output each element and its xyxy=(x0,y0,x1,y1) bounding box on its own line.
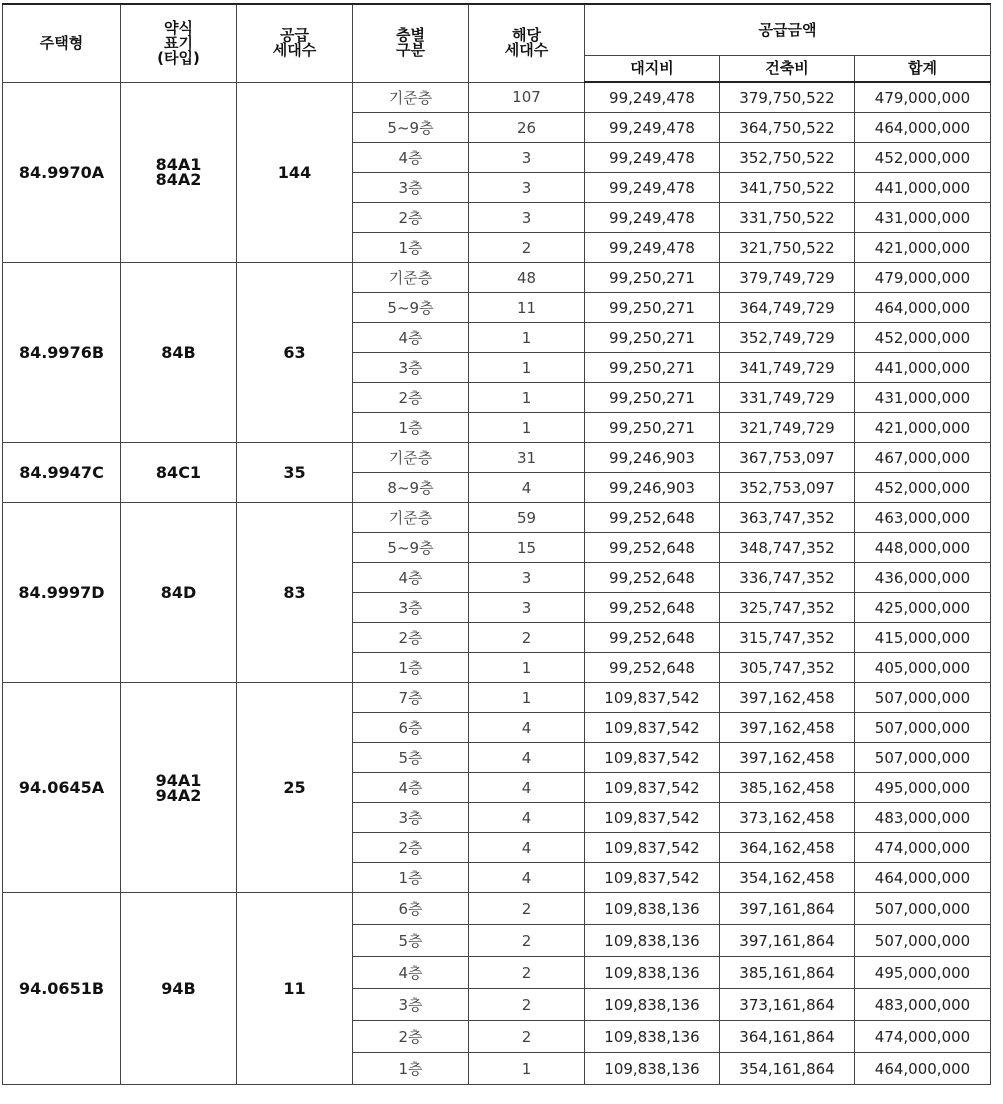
land-cost-cell: 109,837,542 xyxy=(585,803,720,833)
building-cost-cell: 331,750,522 xyxy=(720,203,855,233)
table-header xyxy=(3,4,991,82)
units-cell: 1 xyxy=(469,653,585,683)
floor-cell: 2층 xyxy=(353,623,469,653)
land-cost-cell: 99,249,478 xyxy=(585,113,720,143)
building-cost-cell: 331,749,729 xyxy=(720,383,855,413)
units-cell: 2 xyxy=(469,233,585,263)
abbr-type-line1: 94B xyxy=(161,979,196,998)
total-price-cell: 495,000,000 xyxy=(855,773,991,803)
land-cost-cell: 99,252,648 xyxy=(585,503,720,533)
building-cost-cell: 341,749,729 xyxy=(720,353,855,383)
units-cell: 4 xyxy=(469,743,585,773)
total-price-cell: 507,000,000 xyxy=(855,893,991,925)
units-cell: 2 xyxy=(469,623,585,653)
total-price-cell: 474,000,000 xyxy=(855,833,991,863)
floor-cell: 4층 xyxy=(353,323,469,353)
land-cost-cell: 99,252,648 xyxy=(585,593,720,623)
abbr-type-line1: 84C1 xyxy=(155,463,202,482)
total-price-cell: 495,000,000 xyxy=(855,957,991,989)
units-cell: 26 xyxy=(469,113,585,143)
floor-cell: 2층 xyxy=(353,833,469,863)
building-cost-cell: 367,753,097 xyxy=(720,443,855,473)
total-price-cell: 507,000,000 xyxy=(855,683,991,713)
abbr-type-line1: 84D xyxy=(160,583,197,602)
units-cell: 1 xyxy=(469,1053,585,1085)
abbr-type-line2: 94A2 xyxy=(155,785,202,805)
total-price-cell: 483,000,000 xyxy=(855,989,991,1021)
table-row xyxy=(3,893,991,925)
land-cost-cell: 99,250,271 xyxy=(585,413,720,443)
land-cost-cell: 109,837,542 xyxy=(585,833,720,863)
total-price-cell: 463,000,000 xyxy=(855,503,991,533)
land-cost-cell: 109,838,136 xyxy=(585,925,720,957)
total-price-cell: 464,000,000 xyxy=(855,1053,991,1085)
land-cost-cell: 109,838,136 xyxy=(585,1021,720,1053)
table-row xyxy=(3,503,991,533)
building-cost-cell: 352,750,522 xyxy=(720,143,855,173)
units-cell: 48 xyxy=(469,263,585,293)
total-price-cell: 452,000,000 xyxy=(855,143,991,173)
floor-cell: 4층 xyxy=(353,143,469,173)
floor-cell: 6층 xyxy=(353,893,469,925)
total-price-cell: 464,000,000 xyxy=(855,113,991,143)
floor-cell: 6층 xyxy=(353,713,469,743)
floor-cell: 5~9층 xyxy=(353,533,469,563)
header-abbr-type xyxy=(121,4,237,82)
units-cell: 4 xyxy=(469,713,585,743)
floor-cell: 5~9층 xyxy=(353,113,469,143)
header-units-line2: 세대수 xyxy=(504,41,549,60)
floor-cell: 3층 xyxy=(353,173,469,203)
header-floor xyxy=(353,4,469,82)
floor-cell: 1층 xyxy=(353,653,469,683)
floor-cell: 5~9층 xyxy=(353,293,469,323)
building-cost-cell: 325,747,352 xyxy=(720,593,855,623)
table-row xyxy=(3,683,991,713)
housing-type-cell: 94.0645A xyxy=(3,683,121,893)
total-price-cell: 483,000,000 xyxy=(855,803,991,833)
building-cost-cell: 315,747,352 xyxy=(720,623,855,653)
total-price-cell: 452,000,000 xyxy=(855,473,991,503)
units-cell: 2 xyxy=(469,957,585,989)
table-row xyxy=(3,82,991,113)
floor-cell: 8~9층 xyxy=(353,473,469,503)
floor-cell: 기준층 xyxy=(353,443,469,473)
building-cost-cell: 364,749,729 xyxy=(720,293,855,323)
land-cost-cell: 99,249,478 xyxy=(585,173,720,203)
building-cost-cell: 336,747,352 xyxy=(720,563,855,593)
table-row xyxy=(3,263,991,293)
building-cost-cell: 397,162,458 xyxy=(720,713,855,743)
land-cost-cell: 99,250,271 xyxy=(585,323,720,353)
header-land-cost: 대지비 xyxy=(585,56,720,83)
units-cell: 2 xyxy=(469,893,585,925)
units-cell: 4 xyxy=(469,803,585,833)
total-price-cell: 441,000,000 xyxy=(855,173,991,203)
land-cost-cell: 99,252,648 xyxy=(585,533,720,563)
building-cost-cell: 364,162,458 xyxy=(720,833,855,863)
units-cell: 4 xyxy=(469,473,585,503)
header-units-line1: 해당 xyxy=(512,26,541,45)
building-cost-cell: 354,161,864 xyxy=(720,1053,855,1085)
floor-cell: 1층 xyxy=(353,1053,469,1085)
floor-cell: 4층 xyxy=(353,563,469,593)
floor-cell: 2층 xyxy=(353,383,469,413)
building-cost-cell: 363,747,352 xyxy=(720,503,855,533)
land-cost-cell: 109,837,542 xyxy=(585,683,720,713)
units-cell: 107 xyxy=(469,82,585,113)
land-cost-cell: 99,250,271 xyxy=(585,353,720,383)
housing-type-cell: 84.9970A xyxy=(3,82,121,263)
land-cost-cell: 109,838,136 xyxy=(585,989,720,1021)
total-price-cell: 452,000,000 xyxy=(855,323,991,353)
floor-cell: 1층 xyxy=(353,233,469,263)
building-cost-cell: 305,747,352 xyxy=(720,653,855,683)
header-supply-units-line1: 공급 xyxy=(280,26,309,45)
total-price-cell: 467,000,000 xyxy=(855,443,991,473)
total-price-cell: 431,000,000 xyxy=(855,383,991,413)
floor-cell: 3층 xyxy=(353,803,469,833)
land-cost-cell: 109,837,542 xyxy=(585,863,720,893)
units-cell: 2 xyxy=(469,989,585,1021)
units-cell: 11 xyxy=(469,293,585,323)
building-cost-cell: 373,162,458 xyxy=(720,803,855,833)
header-floor-line2: 구분 xyxy=(396,41,425,60)
building-cost-cell: 397,162,458 xyxy=(720,683,855,713)
units-cell: 3 xyxy=(469,173,585,203)
units-cell: 2 xyxy=(469,925,585,957)
header-floor-line1: 층별 xyxy=(396,26,425,45)
units-cell: 1 xyxy=(469,413,585,443)
building-cost-cell: 364,161,864 xyxy=(720,1021,855,1053)
supply-units-cell: 83 xyxy=(237,503,353,683)
total-price-cell: 507,000,000 xyxy=(855,925,991,957)
total-price-cell: 474,000,000 xyxy=(855,1021,991,1053)
units-cell: 4 xyxy=(469,833,585,863)
supply-units-cell: 63 xyxy=(237,263,353,443)
total-price-cell: 479,000,000 xyxy=(855,263,991,293)
header-housing-type: 주택형 xyxy=(3,4,121,82)
land-cost-cell: 99,250,271 xyxy=(585,263,720,293)
building-cost-cell: 321,749,729 xyxy=(720,413,855,443)
units-cell: 3 xyxy=(469,563,585,593)
units-cell: 31 xyxy=(469,443,585,473)
land-cost-cell: 109,838,136 xyxy=(585,1053,720,1085)
land-cost-cell: 99,252,648 xyxy=(585,653,720,683)
units-cell: 59 xyxy=(469,503,585,533)
table-row xyxy=(3,443,991,473)
total-price-cell: 421,000,000 xyxy=(855,233,991,263)
floor-cell: 2층 xyxy=(353,1021,469,1053)
units-cell: 1 xyxy=(469,353,585,383)
total-price-cell: 464,000,000 xyxy=(855,863,991,893)
supply-units-cell: 25 xyxy=(237,683,353,893)
floor-cell: 5층 xyxy=(353,743,469,773)
total-price-cell: 431,000,000 xyxy=(855,203,991,233)
supply-units-cell: 11 xyxy=(237,893,353,1085)
total-price-cell: 405,000,000 xyxy=(855,653,991,683)
land-cost-cell: 99,252,648 xyxy=(585,623,720,653)
header-units xyxy=(469,4,585,82)
land-cost-cell: 109,838,136 xyxy=(585,957,720,989)
building-cost-cell: 397,161,864 xyxy=(720,925,855,957)
table-body xyxy=(3,82,991,1085)
floor-cell: 5층 xyxy=(353,925,469,957)
abbr-type-cell xyxy=(121,893,237,1085)
supply-units-cell: 35 xyxy=(237,443,353,503)
land-cost-cell: 109,837,542 xyxy=(585,773,720,803)
building-cost-cell: 379,749,729 xyxy=(720,263,855,293)
total-price-cell: 441,000,000 xyxy=(855,353,991,383)
land-cost-cell: 109,837,542 xyxy=(585,713,720,743)
total-price-cell: 415,000,000 xyxy=(855,623,991,653)
units-cell: 2 xyxy=(469,1021,585,1053)
abbr-type-cell xyxy=(121,82,237,263)
land-cost-cell: 99,250,271 xyxy=(585,383,720,413)
floor-cell: 기준층 xyxy=(353,82,469,113)
total-price-cell: 464,000,000 xyxy=(855,293,991,323)
total-price-cell: 507,000,000 xyxy=(855,713,991,743)
total-price-cell: 448,000,000 xyxy=(855,533,991,563)
floor-cell: 1층 xyxy=(353,863,469,893)
abbr-type-cell xyxy=(121,683,237,893)
header-total: 합계 xyxy=(855,56,991,83)
building-cost-cell: 341,750,522 xyxy=(720,173,855,203)
land-cost-cell: 99,249,478 xyxy=(585,82,720,113)
land-cost-cell: 109,837,542 xyxy=(585,743,720,773)
housing-type-cell: 84.9947C xyxy=(3,443,121,503)
land-cost-cell: 99,252,648 xyxy=(585,563,720,593)
total-price-cell: 436,000,000 xyxy=(855,563,991,593)
units-cell: 1 xyxy=(469,683,585,713)
housing-type-cell: 84.9997D xyxy=(3,503,121,683)
building-cost-cell: 397,161,864 xyxy=(720,893,855,925)
floor-cell: 4층 xyxy=(353,773,469,803)
building-cost-cell: 385,162,458 xyxy=(720,773,855,803)
building-cost-cell: 373,161,864 xyxy=(720,989,855,1021)
total-price-cell: 421,000,000 xyxy=(855,413,991,443)
units-cell: 4 xyxy=(469,863,585,893)
land-cost-cell: 109,838,136 xyxy=(585,893,720,925)
floor-cell: 기준층 xyxy=(353,503,469,533)
units-cell: 3 xyxy=(469,593,585,623)
abbr-type-line2: 84A2 xyxy=(155,170,202,190)
land-cost-cell: 99,246,903 xyxy=(585,443,720,473)
building-cost-cell: 354,162,458 xyxy=(720,863,855,893)
header-supply-price: 공급금액 xyxy=(585,4,991,56)
land-cost-cell: 99,249,478 xyxy=(585,203,720,233)
supply-units-cell: 144 xyxy=(237,82,353,263)
land-cost-cell: 99,249,478 xyxy=(585,233,720,263)
header-abbr-line1: 약식 xyxy=(164,18,193,37)
floor-cell: 4층 xyxy=(353,957,469,989)
abbr-type-cell xyxy=(121,443,237,503)
housing-type-cell: 84.9976B xyxy=(3,263,121,443)
housing-type-cell: 94.0651B xyxy=(3,893,121,1085)
header-abbr-line2: 표기 xyxy=(164,33,193,52)
building-cost-cell: 321,750,522 xyxy=(720,233,855,263)
land-cost-cell: 99,250,271 xyxy=(585,293,720,323)
header-building-cost: 건축비 xyxy=(720,56,855,83)
building-cost-cell: 379,750,522 xyxy=(720,82,855,113)
abbr-type-cell xyxy=(121,263,237,443)
abbr-type-line1: 94A1 xyxy=(155,770,202,790)
floor-cell: 3층 xyxy=(353,989,469,1021)
units-cell: 1 xyxy=(469,323,585,353)
land-cost-cell: 99,246,903 xyxy=(585,473,720,503)
land-cost-cell: 99,249,478 xyxy=(585,143,720,173)
building-cost-cell: 364,750,522 xyxy=(720,113,855,143)
units-cell: 3 xyxy=(469,143,585,173)
header-supply-units-line2: 세대수 xyxy=(272,41,317,60)
abbr-type-line1: 84A1 xyxy=(155,155,202,175)
floor-cell: 기준층 xyxy=(353,263,469,293)
floor-cell: 7층 xyxy=(353,683,469,713)
building-cost-cell: 352,749,729 xyxy=(720,323,855,353)
abbr-type-line1: 84B xyxy=(161,343,196,362)
header-supply-units xyxy=(237,4,353,82)
supply-price-table xyxy=(2,3,991,1085)
total-price-cell: 507,000,000 xyxy=(855,743,991,773)
floor-cell: 1층 xyxy=(353,413,469,443)
building-cost-cell: 385,161,864 xyxy=(720,957,855,989)
total-price-cell: 425,000,000 xyxy=(855,593,991,623)
header-abbr-line3: (타입) xyxy=(157,48,200,67)
floor-cell: 3층 xyxy=(353,593,469,623)
abbr-type-cell xyxy=(121,503,237,683)
total-price-cell: 479,000,000 xyxy=(855,82,991,113)
floor-cell: 3층 xyxy=(353,353,469,383)
building-cost-cell: 352,753,097 xyxy=(720,473,855,503)
units-cell: 1 xyxy=(469,383,585,413)
building-cost-cell: 348,747,352 xyxy=(720,533,855,563)
building-cost-cell: 397,162,458 xyxy=(720,743,855,773)
units-cell: 3 xyxy=(469,203,585,233)
units-cell: 15 xyxy=(469,533,585,563)
floor-cell: 2층 xyxy=(353,203,469,233)
units-cell: 4 xyxy=(469,773,585,803)
